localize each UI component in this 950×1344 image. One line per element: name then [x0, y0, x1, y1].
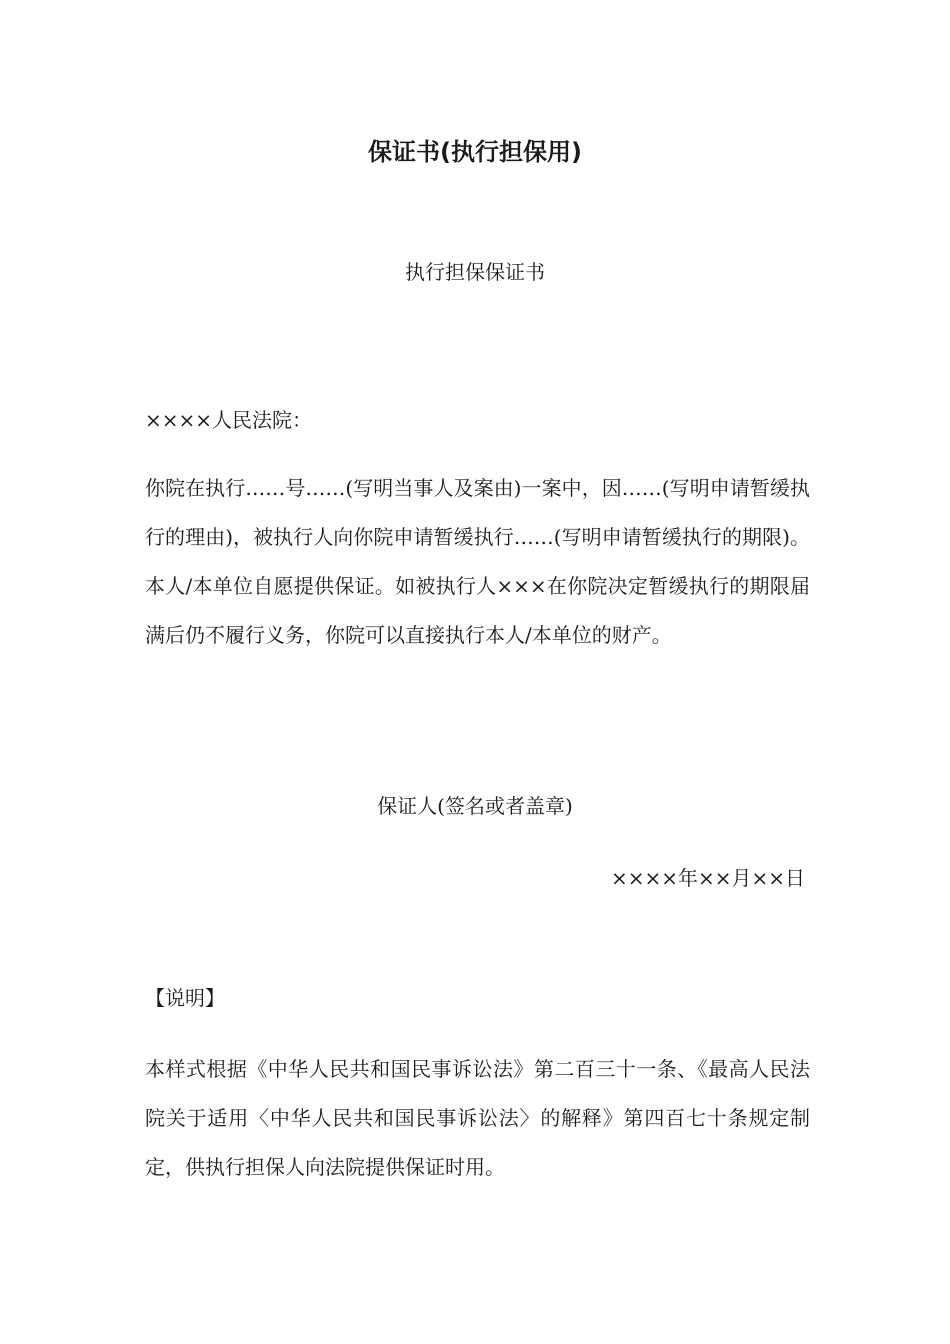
document-subtitle: 执行担保保证书	[405, 260, 545, 284]
notes-heading: 【说明】	[145, 986, 225, 1010]
date-line: ××××年××月××日	[610, 866, 805, 890]
guarantee-body-paragraph: 你院在执行……号……(写明当事人及案由)一案中，因……(写明申请暂缓执行的理由)，被执行人向你院申请暂缓执行……(写明申请暂缓执行的期限)。本人/本单位自愿提供保证。如被执行人×××在你院决定暂缓执行的期限届满后仍不履行义务，你院可以直接执行本人/本单位的财产。	[145, 476, 810, 647]
notes-body-paragraph: 本样式根据《中华人民共和国民事诉讼法》第二百三十一条、《最高人民法院关于适用〈中华人民共和国民事诉讼法〉的解释》第四百七十条规定制定，供执行担保人向法院提供保证时用。	[145, 1057, 810, 1179]
addressee-line: ××××人民法院：	[145, 408, 313, 432]
signer-line: 保证人(签名或者盖章)	[377, 794, 573, 818]
document-title: 保证书(执行担保用)	[368, 138, 582, 166]
